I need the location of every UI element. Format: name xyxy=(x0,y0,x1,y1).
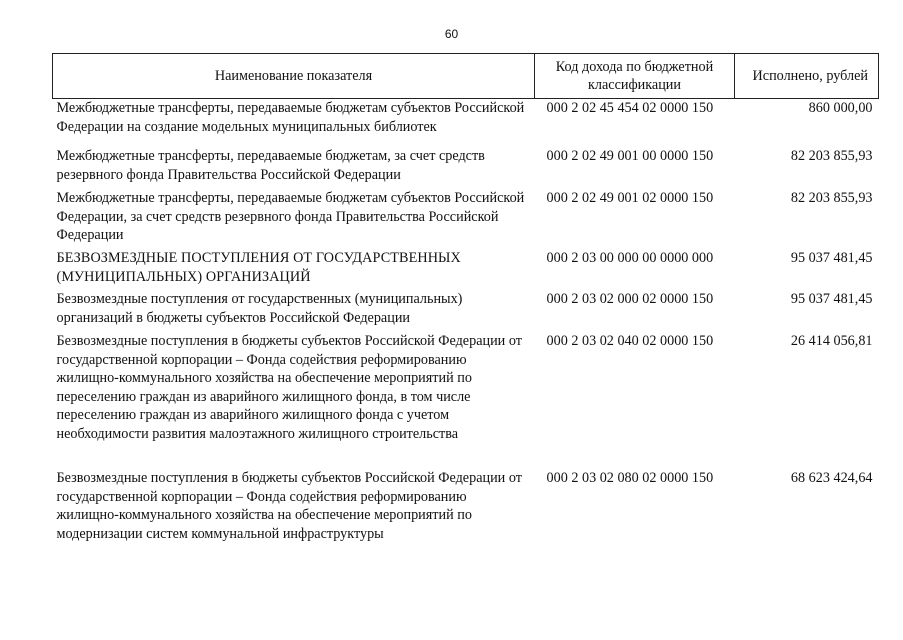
header-indicator-name: Наименование показателя xyxy=(53,54,535,99)
table-row xyxy=(53,290,879,332)
row-executed-amount: 26 414 056,81 xyxy=(790,333,873,349)
header-income-code: Код дохода по бюджетной классификации xyxy=(535,54,735,99)
table-row xyxy=(53,147,879,189)
table-row xyxy=(53,189,879,249)
row-executed-amount: 95 037 481,45 xyxy=(790,291,873,307)
table-row xyxy=(53,332,879,469)
row-indicator-name: Безвозмездные поступления в бюджеты субъектов Российской Федерации от государственной корпорации – Фонда содействия реформированию жилищно-коммунального хозяйства на обеспечение мероприятий по модернизации систем коммунальной инфраструктуры xyxy=(56,470,522,542)
row-indicator-name: Безвозмездные поступления в бюджеты субъектов Российской Федерации от государственной корпорации – Фонда содействия реформированию жилищно-коммунального хозяйства на обеспечение мероприятий по переселению граждан из аварийного жилищного фонда, в том числе переселению граждан из аварийного жилищного фонда с учетом необходимости развития малоэтажного жилищного строительства xyxy=(56,333,522,442)
row-indicator-name: БЕЗВОЗМЕЗДНЫЕ ПОСТУПЛЕНИЯ ОТ ГОСУДАРСТВЕННЫХ (МУНИЦИПАЛЬНЫХ) ОРГАНИЗАЦИЙ xyxy=(56,250,461,285)
table-header xyxy=(53,54,879,99)
row-income-code: 000 2 03 02 000 02 0000 150 xyxy=(546,291,714,307)
table-row xyxy=(53,99,879,148)
row-income-code: 000 2 03 02 080 02 0000 150 xyxy=(546,470,714,486)
row-indicator-name: Межбюджетные трансферты, передаваемые бюджетам, за счет средств резервного фонда Правительства Российской Федерации xyxy=(56,148,485,183)
row-executed-amount: 82 203 855,93 xyxy=(790,190,873,206)
row-income-code: 000 2 02 49 001 00 0000 150 xyxy=(546,148,714,164)
row-income-code: 000 2 03 00 000 00 0000 000 xyxy=(546,250,714,266)
row-income-code: 000 2 02 49 001 02 0000 150 xyxy=(546,190,714,206)
table-row xyxy=(53,249,879,290)
row-indicator-name: Межбюджетные трансферты, передаваемые бюджетам субъектов Российской Федерации на создание модельных муниципальных библиотек xyxy=(56,100,525,135)
row-executed-amount: 82 203 855,93 xyxy=(790,148,873,164)
row-income-code: 000 2 02 45 454 02 0000 150 xyxy=(546,100,714,116)
table-body xyxy=(53,99,879,550)
page-number: 60 xyxy=(444,27,459,41)
row-executed-amount: 95 037 481,45 xyxy=(790,250,873,266)
row-indicator-name: Межбюджетные трансферты, передаваемые бюджетам субъектов Российской Федерации, за счет средств резервного фонда Правительства Российской Федерации xyxy=(56,190,525,243)
table-row xyxy=(53,469,879,549)
row-income-code: 000 2 03 02 040 02 0000 150 xyxy=(546,333,714,349)
row-indicator-name: Безвозмездные поступления от государственных (муниципальных) организаций в бюджеты субъектов Российской Федерации xyxy=(56,291,463,326)
row-executed-amount: 68 623 424,64 xyxy=(790,470,873,486)
header-executed-amount: Исполнено, рублей xyxy=(735,54,879,99)
header-row xyxy=(53,54,879,99)
row-executed-amount: 860 000,00 xyxy=(808,100,873,116)
budget-table xyxy=(52,53,879,549)
